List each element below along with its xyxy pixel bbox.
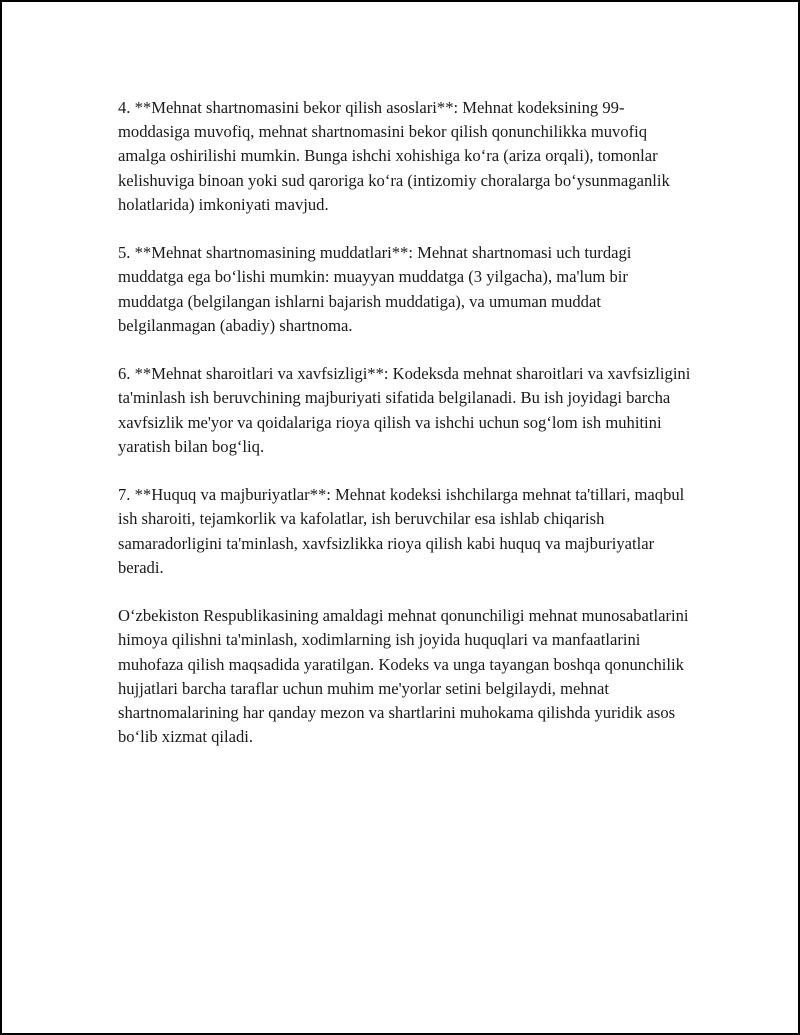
document-body bbox=[118, 96, 692, 774]
paragraph-item-4: 4. **Mehnat shartnomasini bekor qilish asoslari**: Mehnat kodeksining 99-moddasiga muvofiq, mehnat shartnomasini bekor qilish qonunchilikka muvofiq amalga oshirilishi mumkin. Bunga ishchi xohishiga koʻra (ariza orqali), tomonlar kelishuviga binoan yoki sud qaroriga koʻra (intizomiy choralarga boʻysunmaganlik holatlarida) imkoniyati mavjud. bbox=[118, 98, 670, 214]
paragraph-item-7: 7. **Huquq va majburiyatlar**: Mehnat kodeksi ishchilarga mehnat ta'tillari, maqbul ish sharoiti, tejamkorlik va kafolatlar, ish beruvchilar esa ishlab chiqarish samaradorligini ta'minlash, xavfsizlikka rioya qilish kabi huquq va majburiyatlar beradi. bbox=[118, 485, 685, 577]
paragraph-conclusion: Oʻzbekiston Respublikasining amaldagi mehnat qonunchiligi mehnat munosabatlarini himoya qilishni ta'minlash, xodimlarning ish joyida huquqlari va manfaatlarini muhofaza qilish maqsadida yaratilgan. Kodeks va unga tayangan boshqa qonunchilik hujjatlari barcha taraflar uchun muhim me'yorlar setini belgilaydi, mehnat shartnomalarining har qanday mezon va shartlarini muhokama qilishda yuridik asos boʻlib xizmat qiladi. bbox=[118, 606, 689, 747]
paragraph-item-5: 5. **Mehnat shartnomasining muddatlari**: Mehnat shartnomasi uch turdagi muddatga ega boʻlishi mumkin: muayyan muddatga (3 yilgacha), ma'lum bir muddatga (belgilangan ishlarni bajarish muddatiga), va umuman muddat belgilanmagan (abadiy) shartnoma. bbox=[118, 243, 632, 335]
paragraph-item-6: 6. **Mehnat sharoitlari va xavfsizligi**: Kodeksda mehnat sharoitlari va xavfsizligini ta'minlash ish beruvchining majburiyati sifatida belgilanadi. Bu ish joyidagi barcha xavfsizlik me'yor va qoidalariga rioya qilish va ishchi uchun sogʻlom ish muhitini yaratish bilan bogʻliq. bbox=[118, 364, 691, 456]
